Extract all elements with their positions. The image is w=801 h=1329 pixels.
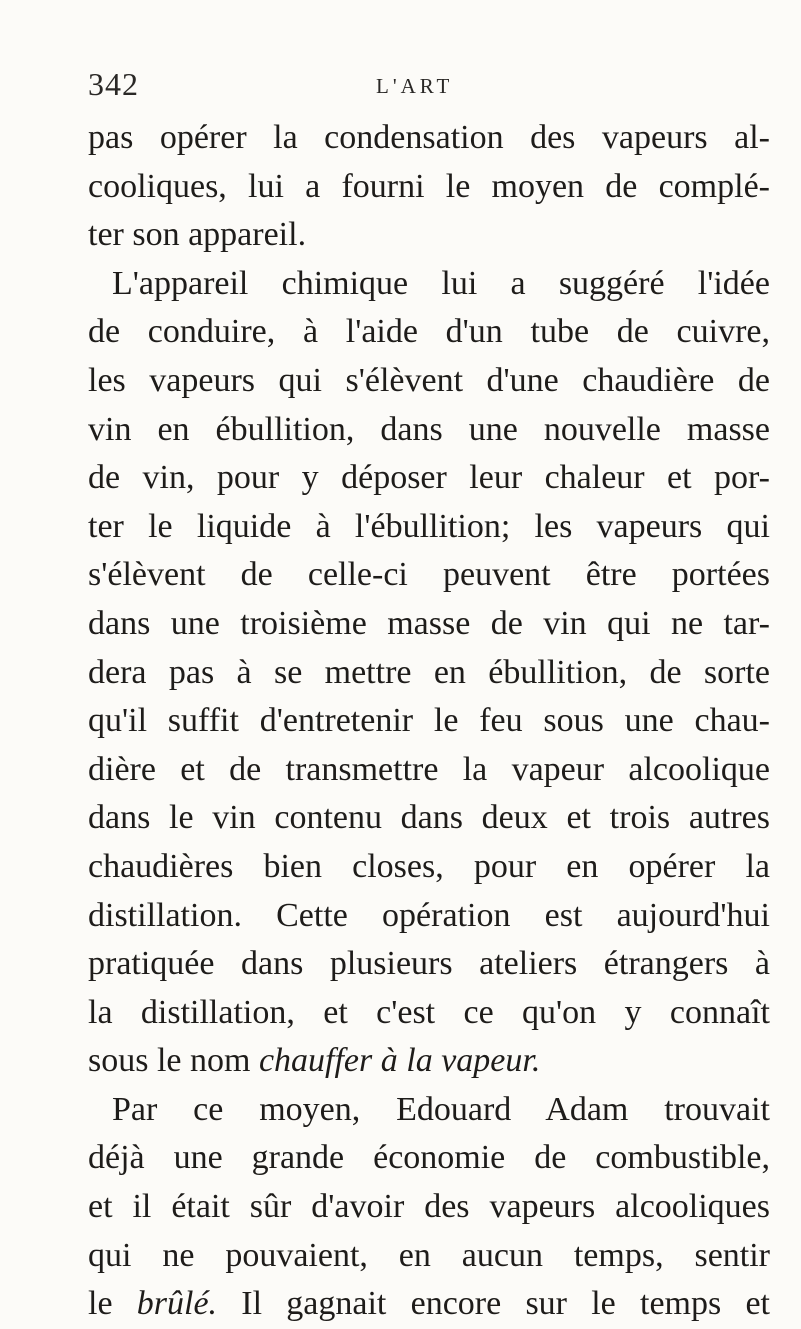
text-fragment: Il gagnait encore sur le temps et (217, 1285, 770, 1323)
text-fragment: le (88, 1285, 137, 1323)
running-head-title: L'ART (376, 74, 454, 98)
text-line: dans une troisième masse de vin qui ne tar- (88, 604, 770, 642)
text-line: dera pas à se mettre en ébullition, de sorte (88, 653, 770, 691)
text-line: chaudières bien closes, pour en opérer la (88, 847, 770, 885)
text-line: les vapeurs qui s'élèvent d'une chaudière de (88, 361, 770, 399)
italic-phrase: chauffer à la vapeur. (258, 1042, 541, 1080)
text-line: et il était sûr d'avoir des vapeurs alcooliques (88, 1188, 770, 1226)
italic-word: brûlé. (136, 1285, 218, 1323)
paragraph-start-line: Par ce moyen, Edouard Adam trouvait (112, 1090, 770, 1128)
text-line: distillation. Cette opération est aujourd'hui (88, 896, 770, 934)
text-line: de conduire, à l'aide d'un tube de cuivre, (88, 313, 770, 351)
text-line: cooliques, lui a fourni le moyen de complé- (88, 167, 770, 205)
running-head (88, 66, 768, 106)
text-line: pas opérer la condensation des vapeurs al- (88, 119, 770, 156)
text-line: qu'il suffit d'entretenir le feu sous une chau- (88, 702, 770, 740)
text-line: vin en ébullition, dans une nouvelle masse (88, 410, 770, 448)
text-line: dière et de transmettre la vapeur alcoolique (88, 750, 770, 788)
text-line: ter le liquide à l'ébullition; les vapeurs qui (88, 507, 770, 545)
text-line: la distillation, et c'est ce qu'on y connaît (88, 993, 770, 1031)
text-line: ter son appareil. (88, 216, 307, 254)
text-fragment: sous le nom (88, 1042, 259, 1080)
text-line: pratiquée dans plusieurs ateliers étrangers à (88, 945, 770, 983)
text-line-with-italic (88, 1037, 770, 1086)
text-line: qui ne pouvaient, en aucun temps, sentir (88, 1236, 770, 1274)
page-number: 342 (88, 66, 139, 102)
text-line: dans le vin contenu dans deux et trois autres (88, 799, 770, 837)
text-line-with-italic (88, 1280, 770, 1329)
text-line: s'élèvent de celle-ci peuvent être portées (88, 556, 770, 594)
text-line: déjà une grande économie de combustible, (88, 1139, 770, 1177)
paragraph-start-line: L'appareil chimique lui a suggéré l'idée (112, 264, 770, 302)
body-text (88, 114, 770, 1329)
text-line: de vin, pour y déposer leur chaleur et por- (88, 459, 770, 497)
